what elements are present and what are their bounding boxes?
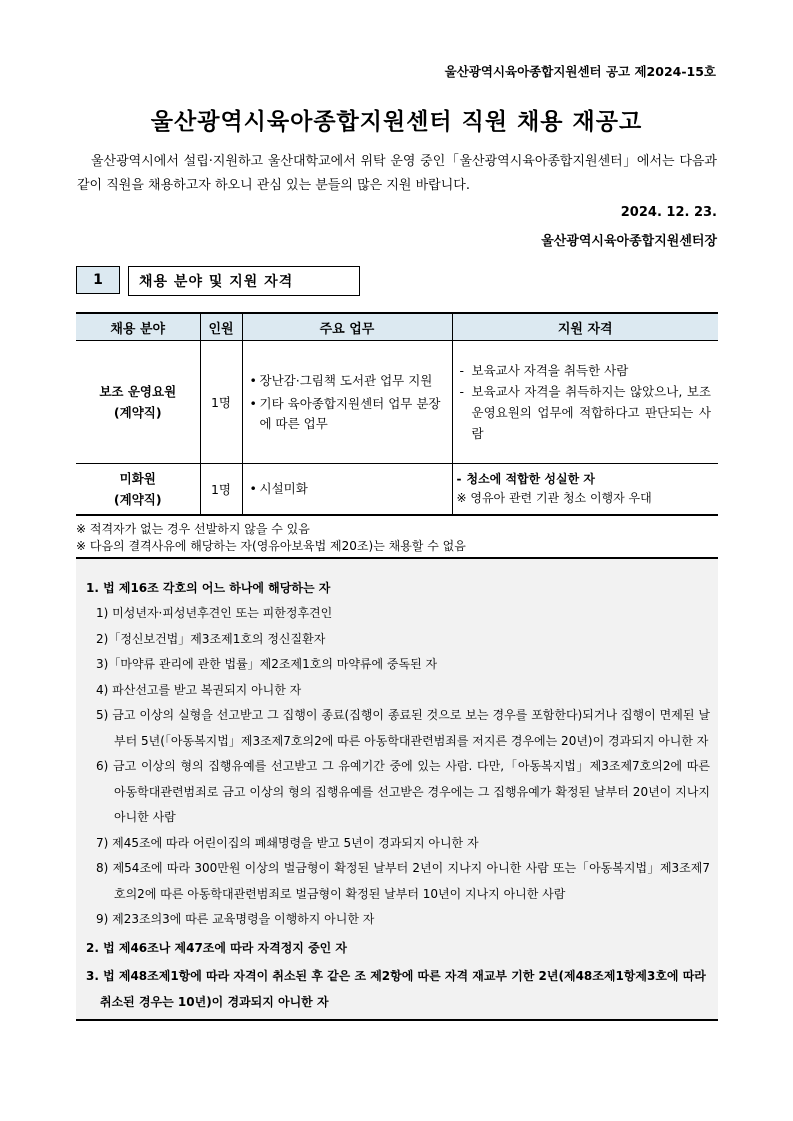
table-row [76, 464, 718, 515]
qualifications-cell [452, 341, 718, 464]
field-cell [76, 464, 200, 515]
duties-cell [242, 341, 452, 464]
field-type: (계약직) [113, 405, 162, 420]
field-name: 미화원 [119, 470, 156, 486]
field-cell [76, 341, 200, 464]
qualification-note: ※ 영유아 관련 기관 청소 이행자 우대 [456, 490, 652, 505]
disqualification-item: 1) 미성년자·피성년후견인 또는 피한정후견인 [96, 606, 333, 620]
disqualification-item: 7) 제45조에 따라 어린이집의 폐쇄명령을 받고 5년이 경과되지 아니한 자 [96, 835, 479, 850]
field-name: 보조 운영요원 [99, 384, 177, 399]
note-line: ※ 적격자가 없는 경우 선발하지 않을 수 있음 [76, 522, 310, 536]
qualifications-cell [452, 464, 718, 515]
section-title: 채용 분야 및 지원 자격 [128, 266, 360, 296]
header-count: 인원 [200, 313, 242, 341]
recruitment-table [76, 312, 718, 516]
qualification-item: - 보육교사 자격을 취득한 사람 [458, 360, 712, 381]
disqualification-item: 4) 파산선고를 받고 복권되지 아니한 자 [96, 682, 302, 697]
count-cell: 1명 [200, 464, 242, 515]
disqualification-item: 3)「마약류 관리에 관한 법률」제2조제1호의 마약류에 중독된 자 [96, 657, 438, 671]
disqualification-box [76, 557, 718, 1021]
header-duties: 주요 업무 [242, 313, 452, 341]
table-row [76, 341, 718, 464]
field-type: (계약직) [113, 491, 162, 507]
disqualification-heading: 2. 법 제46조나 제47조에 따라 자격정지 중인 자 [86, 940, 348, 955]
disqualification-item: 5) 금고 이상의 실형을 선고받고 그 집행이 종료(집행이 종료된 것으로 보는 경우를 포함한다)되거나 집행이 면제된 날부터 5년(「아동복지법」제3조제7호의2에 따른 아동학대관련범죄를 저지른 경우에는 20년)이 경과되지 아니한 자 [96, 708, 710, 748]
disqualification-heading: 3. 법 제48조제1항에 따라 자격이 취소된 후 같은 조 제2항에 따른 자격 재교부 기한 2년(제48조제1항제3호에 따라 취소된 경우는 10년)이 경과되지 아니한 자 [86, 968, 706, 1009]
qualification-item: - 보육교사 자격을 취득하지는 않았으나, 보조 운영요원의 업무에 적합하다고 판단되는 사람 [458, 381, 712, 444]
duty-item: • 기타 육아종합지원센터 업무 분장에 따른 업무 [250, 394, 447, 434]
duties-cell [242, 464, 452, 515]
duty-item: • 시설미화 [250, 479, 447, 499]
intro-paragraph: 울산광역시에서 설립·지원하고 울산대학교에서 위탁 운영 중인「울산광역시육아종합지원센터」에서는 다음과 같이 직원을 채용하고자 하오니 관심 있는 분들의 많은 지원 바랍니다. [77, 154, 717, 193]
issuer-name: 울산광역시육아종합지원센터장 [541, 234, 717, 249]
duty-item: • 장난감·그림책 도서관 업무 지원 [250, 371, 447, 391]
notes [76, 521, 466, 555]
count-cell: 1명 [200, 341, 242, 464]
disqualification-item: 6) 금고 이상의 형의 집행유예를 선고받고 그 유예기간 중에 있는 사람. 다만,「아동복지법」제3조제7호의2에 따른 아동학대관련범죄로 금고 이상의 형의 집행유예를 선고받은 경우에는 그 집행유예가 확정된 날부터 20년이 지나지 아니한 사람 [96, 759, 710, 824]
table-header-row [76, 313, 718, 341]
disqualification-item: 2)「정신보건법」제3조제1호의 정신질환자 [96, 631, 326, 646]
disqualification-item: 9) 제23조의3에 따른 교육명령을 이행하지 아니한 자 [96, 912, 375, 926]
disqualification-heading: 1. 법 제16조 각호의 어느 하나에 해당하는 자 [86, 581, 331, 595]
header-field: 채용 분야 [76, 313, 200, 341]
qualification-item: - 청소에 적합한 성실한 자 [457, 470, 715, 489]
notice-date: 2024. 12. 23. [620, 205, 717, 220]
section-number: 1 [76, 266, 120, 294]
notice-number: 울산광역시육아종합지원센터 공고 제2024-15호 [444, 64, 716, 79]
note-line: ※ 다음의 결격사유에 해당하는 자(영유아보육법 제20조)는 채용할 수 없음 [76, 539, 466, 553]
disqualification-item: 8) 제54조에 따라 300만원 이상의 벌금형이 확정된 날부터 2년이 지나지 아니한 사람 또는「아동복지법」제3조제7호의2에 따른 아동학대관련범죄로 벌금형이 확정된 날부터 10년이 지나지 아니한 사람 [96, 861, 710, 901]
header-qualifications: 지원 자격 [452, 313, 718, 341]
page-title: 울산광역시육아종합지원센터 직원 채용 재공고 [150, 109, 643, 135]
